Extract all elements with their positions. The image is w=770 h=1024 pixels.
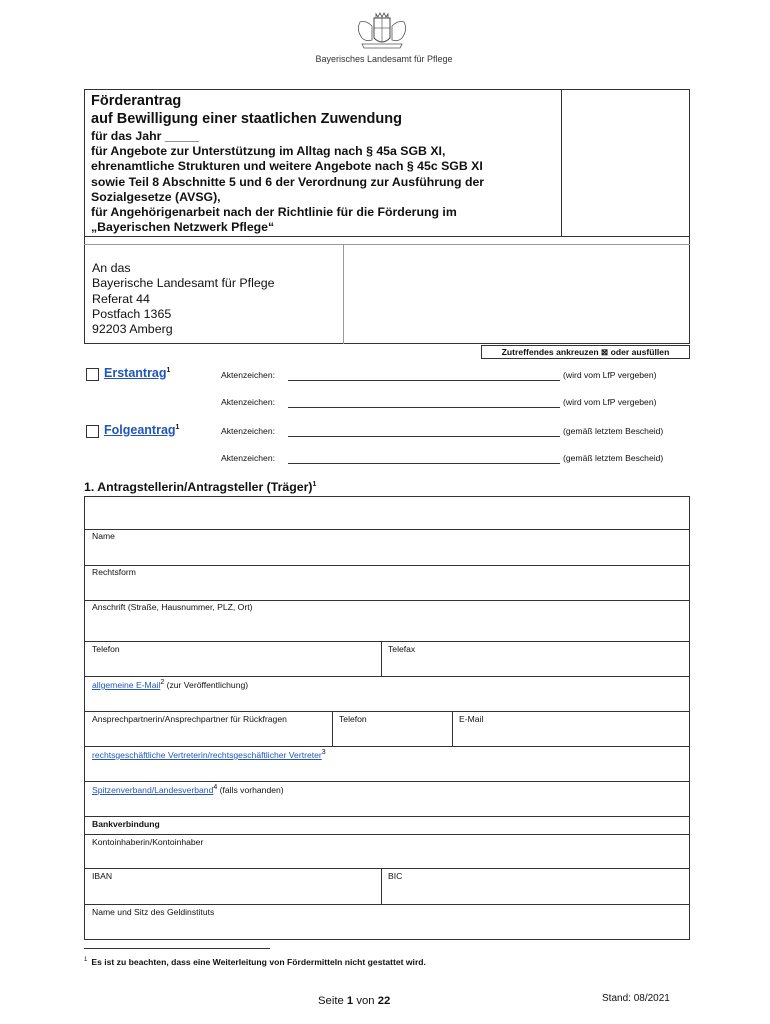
- footnote-text: Es ist zu beachten, dass eine Weiterleitung von Fördermitteln nicht gestattet wird.: [91, 957, 426, 967]
- row-rule: [84, 781, 690, 782]
- row-rule: [84, 676, 690, 677]
- field-label-telefon: Telefon: [92, 644, 120, 654]
- page-total: 22: [377, 995, 391, 1007]
- hint-text: Zutreffendes ankreuzen: [501, 347, 599, 357]
- telefax-input[interactable]: [382, 655, 689, 676]
- contact-phone-input[interactable]: [333, 725, 452, 746]
- footnote-ref: 2: [160, 679, 165, 686]
- az-label: Aktenzeichen:: [221, 453, 275, 463]
- recipient-address: [92, 261, 275, 337]
- subtitle-line: „Bayerischen Netzwerk Pflege“: [91, 220, 275, 235]
- erstantrag-link[interactable]: Erstantrag: [104, 366, 167, 380]
- field-label-representative: [92, 749, 326, 760]
- field-label-bic: BIC: [388, 871, 403, 881]
- title-line-1: Förderantrag: [91, 93, 182, 109]
- footnote-number: 1: [84, 957, 88, 963]
- anschrift-detail-input[interactable]: [85, 612, 689, 641]
- version-date: Stand: 08/2021: [602, 993, 670, 1004]
- aktenzeichen-field-4[interactable]: [288, 463, 560, 464]
- name-input[interactable]: [85, 497, 689, 529]
- header-divider: [561, 89, 562, 237]
- field-label-iban: IBAN: [92, 871, 113, 881]
- year-line: für das Jahr _____: [91, 129, 200, 143]
- rechtsform-input[interactable]: [85, 541, 689, 565]
- field-label-bank-name: Name und Sitz des Geldinstituts: [92, 907, 215, 917]
- field-label-contact-person: Ansprechpartnerin/Ansprechpartner für Rückfragen: [92, 714, 287, 724]
- field-label-telefax: Telefax: [388, 644, 416, 654]
- section-title-text: 1. Antragstellerin/Antragsteller (Träger): [84, 480, 313, 494]
- row-rule: [84, 816, 690, 817]
- az-note: (gemäß letztem Bescheid): [563, 453, 664, 463]
- fill-hint: [481, 345, 690, 359]
- association-link[interactable]: Spitzenverband/Landesverband: [92, 784, 214, 795]
- field-label-anschrift: Anschrift (Straße, Hausnummer, PLZ, Ort): [92, 602, 253, 612]
- folgeantrag-label: [104, 423, 179, 437]
- az-note: (wird vom LfP vergeben): [563, 370, 657, 380]
- subtitle-line: Sozialgesetze (AVSG),: [91, 189, 221, 204]
- row-rule: [84, 711, 690, 712]
- erstantrag-checkbox[interactable]: [86, 368, 99, 381]
- address-line: Bayerische Landesamt für Pflege: [92, 276, 275, 291]
- field-label-association: [92, 784, 284, 795]
- bic-input[interactable]: [382, 882, 689, 904]
- address-line: An das: [92, 261, 131, 275]
- aktenzeichen-field-2[interactable]: [288, 407, 560, 408]
- association-suffix: (falls vorhanden): [217, 784, 284, 795]
- address-top-rule: [84, 244, 690, 245]
- anschrift-input[interactable]: [85, 578, 689, 600]
- row-rule: [84, 565, 690, 566]
- representative-link[interactable]: rechtsgeschäftliche Vertreterin/rechtsgeschäftlicher Vertreter: [92, 749, 322, 760]
- page-mid: von: [353, 995, 378, 1007]
- az-label: Aktenzeichen:: [221, 426, 275, 436]
- association-input[interactable]: [85, 795, 689, 816]
- field-label-contact-email: E-Mail: [459, 714, 484, 724]
- field-label-name: Name: [92, 531, 115, 541]
- aktenzeichen-field-3[interactable]: [288, 436, 560, 437]
- representative-input[interactable]: [85, 760, 689, 781]
- subtitle-line: für Angebote zur Unterstützung im Alltag nach § 45a SGB XI,: [91, 144, 446, 159]
- folgeantrag-link[interactable]: Folgeantrag: [104, 423, 176, 437]
- hint-text-after: oder ausfüllen: [610, 347, 670, 357]
- bank-name-input[interactable]: [85, 918, 689, 939]
- iban-input[interactable]: [85, 882, 381, 904]
- field-label-account-holder: Kontoinhaberin/Kontoinhaber: [92, 837, 204, 847]
- folgeantrag-checkbox[interactable]: [86, 425, 99, 438]
- page-current: 1: [346, 995, 354, 1007]
- address-line: Referat 44: [92, 291, 150, 306]
- footnote: [84, 957, 426, 967]
- title-line-2: auf Bewilligung einer staatlichen Zuwendung: [91, 111, 402, 127]
- contact-person-input[interactable]: [85, 725, 332, 746]
- row-rule: [84, 834, 690, 835]
- row-rule: [84, 746, 690, 747]
- row-rule: [84, 641, 690, 642]
- row-rule: [84, 600, 690, 601]
- bank-heading: Bankverbindung: [92, 819, 160, 829]
- subtitle-line: für Angehörigenarbeit nach der Richtlinie für die Förderung im: [91, 205, 457, 220]
- az-label: Aktenzeichen:: [221, 370, 275, 380]
- page-number: [318, 995, 390, 1007]
- form-subtitle: [91, 129, 561, 235]
- erstantrag-label: [104, 366, 170, 380]
- subtitle-line: sowie Teil 8 Abschnitte 5 und 6 der Verordnung zur Ausführung der: [91, 174, 485, 189]
- email-link[interactable]: allgemeine E-Mail: [92, 679, 161, 690]
- footnote-ref: 3: [321, 749, 326, 756]
- footnote-rule: [84, 948, 270, 949]
- footnote-ref: 1: [312, 480, 317, 488]
- field-label-rechtsform: Rechtsform: [92, 567, 136, 577]
- contact-email-input[interactable]: [453, 725, 689, 746]
- checked-box-icon: ⊠: [601, 347, 609, 357]
- subtitle-line: ehrenamtliche Strukturen und weitere Angebote nach § 45c SGB XI: [91, 159, 483, 174]
- telefon-input[interactable]: [85, 655, 381, 676]
- form-title: [91, 92, 402, 128]
- email-suffix: (zur Veröffentlichung): [164, 679, 249, 690]
- row-rule: [84, 529, 690, 530]
- account-holder-input[interactable]: [85, 848, 689, 868]
- footnote-ref: 1: [175, 423, 180, 431]
- coat-of-arms-logo: [352, 12, 412, 50]
- address-line: 92203 Amberg: [92, 322, 173, 337]
- address-line: Postfach 1365: [92, 306, 172, 321]
- field-label-email: [92, 679, 248, 690]
- az-note: (wird vom LfP vergeben): [563, 397, 657, 407]
- field-label-contact-phone: Telefon: [339, 714, 367, 724]
- agency-name: Bayerisches Landesamt für Pflege: [315, 54, 453, 64]
- az-note: (gemäß letztem Bescheid): [563, 426, 664, 436]
- footnote-ref: 4: [213, 784, 218, 791]
- footnote-ref: 1: [166, 366, 171, 374]
- row-rule: [84, 904, 690, 905]
- address-divider: [343, 244, 344, 344]
- aktenzeichen-field-1[interactable]: [288, 380, 560, 381]
- row-rule: [84, 868, 690, 869]
- email-input[interactable]: [85, 690, 689, 711]
- az-label: Aktenzeichen:: [221, 397, 275, 407]
- section-title: [84, 480, 316, 494]
- page-prefix: Seite: [318, 995, 347, 1007]
